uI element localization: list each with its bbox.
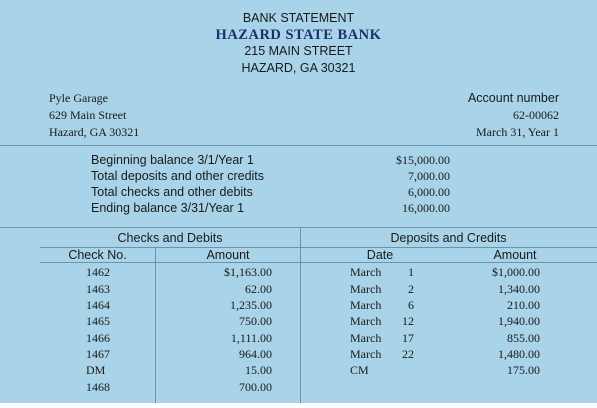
- summary-label: Total checks and other debits: [91, 185, 253, 199]
- divider-rule: [0, 227, 597, 228]
- table-row-deposit-amount: 1,340.00: [498, 282, 540, 296]
- checks-section-title: Checks and Debits: [117, 231, 223, 245]
- table-row-deposit-day: 17: [402, 331, 414, 345]
- table-row-check-no: DM: [86, 363, 106, 377]
- table-row-deposit-day: 2: [408, 282, 414, 296]
- table-row-deposit-month: March: [350, 331, 382, 345]
- column-divider: [155, 248, 156, 403]
- table-row-deposit-month: March: [350, 265, 382, 279]
- table-row-deposit-day: 12: [402, 314, 414, 328]
- table-row-deposit-amount: 1,940.00: [498, 314, 540, 328]
- table-row-check-no: 1468: [86, 380, 110, 394]
- bank-address-line1: 215 MAIN STREET: [244, 44, 353, 58]
- table-row-check-amount: 1,111.00: [230, 331, 272, 345]
- table-row-check-amount: 700.00: [239, 380, 272, 394]
- summary-label: Ending balance 3/31/Year 1: [91, 201, 245, 215]
- table-row-check-amount: 1,235.00: [230, 298, 272, 312]
- col-header-check-amount: Amount: [206, 248, 250, 262]
- account-number-label: Account number: [467, 91, 559, 105]
- col-header-deposit-amount: Amount: [493, 248, 537, 262]
- col-header-check-no: Check No.: [68, 248, 127, 262]
- bank-address-line2: HAZARD, GA 30321: [241, 61, 356, 75]
- summary-label: Beginning balance 3/1/Year 1: [91, 153, 254, 167]
- table-row-deposit-month: March: [350, 314, 382, 328]
- table-row-check-amount: 750.00: [239, 314, 272, 328]
- col-header-date: Date: [366, 248, 394, 262]
- summary-value: 16,000.00: [402, 201, 450, 215]
- table-row-deposit-day: 22: [402, 347, 414, 361]
- account-number: 62-00062: [513, 108, 559, 122]
- summary-value: $15,000.00: [396, 153, 450, 167]
- table-row-deposit-month: CM: [350, 363, 369, 377]
- table-row-check-amount: $1,163.00: [224, 265, 272, 279]
- table-row-deposit-month: March: [350, 298, 382, 312]
- table-row-deposit-day: 6: [408, 298, 414, 312]
- column-divider: [300, 228, 301, 403]
- table-row-check-amount: 62.00: [245, 282, 272, 296]
- table-row-deposit-amount: 855.00: [507, 331, 540, 345]
- deposits-section-title: Deposits and Credits: [390, 231, 507, 245]
- table-row-check-no: 1464: [86, 298, 110, 312]
- table-row-deposit-amount: 210.00: [507, 298, 540, 312]
- customer-street: 629 Main Street: [49, 108, 127, 122]
- table-row-deposit-amount: 175.00: [507, 363, 540, 377]
- summary-value: 6,000.00: [408, 185, 450, 199]
- table-row-deposit-day: 1: [408, 265, 414, 279]
- table-row-check-no: 1465: [86, 314, 110, 328]
- statement-title: BANK STATEMENT: [242, 11, 355, 25]
- table-row-check-amount: 15.00: [245, 363, 272, 377]
- bank-name: HAZARD STATE BANK: [215, 27, 382, 43]
- table-row-check-no: 1467: [86, 347, 110, 361]
- customer-city: Hazard, GA 30321: [49, 125, 140, 139]
- table-row-check-no: 1463: [86, 282, 110, 296]
- statement-date: March 31, Year 1: [476, 125, 559, 139]
- table-row-check-no: 1462: [86, 265, 110, 279]
- table-row-deposit-month: March: [350, 282, 382, 296]
- divider-rule: [40, 262, 597, 263]
- table-row-deposit-amount: $1,000.00: [492, 265, 540, 279]
- divider-rule: [0, 145, 597, 146]
- table-row-check-no: 1466: [86, 331, 110, 345]
- table-row-check-amount: 964.00: [239, 347, 272, 361]
- customer-name: Pyle Garage: [49, 91, 108, 105]
- table-row-deposit-amount: 1,480.00: [498, 347, 540, 361]
- summary-value: 7,000.00: [408, 169, 450, 183]
- table-row-deposit-month: March: [350, 347, 382, 361]
- summary-label: Total deposits and other credits: [91, 169, 265, 183]
